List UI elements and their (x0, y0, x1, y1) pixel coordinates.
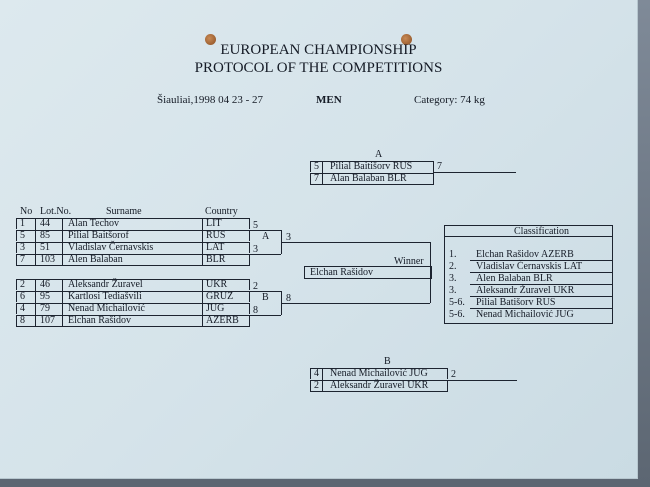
classification-title: Classification (514, 226, 569, 237)
pool-b-final-result: 8 (286, 293, 291, 304)
list-item: 7 Alan Balaban BLR (310, 173, 434, 185)
class-place: 1. (449, 249, 457, 260)
class-name: Aleksandr Žuravel UKR (476, 285, 575, 296)
table-row: 6 95 Kartlosi Tediašvili GRUZ (16, 291, 250, 302)
class-place: 5-6. (449, 309, 465, 320)
place-date: Šiauliai,1998 04 23 - 27 (157, 94, 264, 106)
class-name: Vladislav Černavskis LAT (476, 261, 583, 272)
table-row: 5 85 Pilial Baitšorof RUS (16, 230, 250, 241)
table-row: 3 51 Vladislav Černavskis LAT (16, 242, 250, 253)
col-country: Country (205, 206, 238, 217)
repechage-a-label: A (375, 149, 383, 160)
pool-a-label: A (262, 231, 270, 242)
pool-b-label: B (262, 292, 269, 303)
repechage-b-label: B (384, 356, 391, 367)
list-item: 4 Nenad Michailović JUG (310, 368, 448, 379)
class-name: Elchan Rašidov AZERB (476, 249, 574, 260)
document-title: EUROPEAN CHAMPIONSHIP (220, 42, 417, 58)
class-place: 3. (449, 285, 457, 296)
col-no: No (20, 206, 33, 217)
repechage-b-result-line (447, 380, 517, 381)
class-name: Pilial Batišorv RUS (476, 297, 556, 308)
col-lot: Lot.No. (40, 206, 72, 217)
document-subtitle: PROTOCOL OF THE COMPETITIONS (194, 60, 443, 76)
pool-a-final-result: 3 (286, 232, 291, 243)
col-surname: Surname (106, 206, 142, 217)
repechage-b-winner: 2 (451, 369, 456, 380)
pool-b-result-bottom: 8 (253, 305, 258, 316)
winner-name: Elchan Rašidov (310, 267, 374, 278)
table-row: 8 107 Elchan Rašidov AZERB (16, 315, 250, 327)
list-item: 5 Pilial Baitišorv RUS (310, 161, 434, 172)
class-name: Alen Balaban BLR (476, 273, 553, 284)
repechage-a-winner: 7 (437, 161, 442, 172)
pool-a-result-bottom: 3 (253, 244, 258, 255)
pool-a-result-top: 5 (253, 220, 258, 231)
gender: MEN (316, 94, 342, 106)
table-row: 2 46 Aleksandr Žuravel UKR (16, 279, 250, 290)
pool-b-result-top: 2 (253, 281, 258, 292)
class-name: Nenad Michailović JUG (476, 309, 574, 320)
table-row: 4 79 Nenad Michailović JUG (16, 303, 250, 314)
table-row: 7 103 Alen Balaban BLR (16, 254, 250, 266)
repechage-a-result-line (433, 172, 516, 173)
class-place: 5-6. (449, 297, 465, 308)
list-item: 2 Aleksandr Žuravel UKR (310, 380, 448, 392)
class-place: 3. (449, 273, 457, 284)
winner-label: Winner (394, 256, 424, 267)
table-row: 1 44 Alan Techov LIT (16, 218, 250, 229)
class-place: 2. (449, 261, 457, 272)
weight-category: Category: 74 kg (414, 94, 485, 106)
